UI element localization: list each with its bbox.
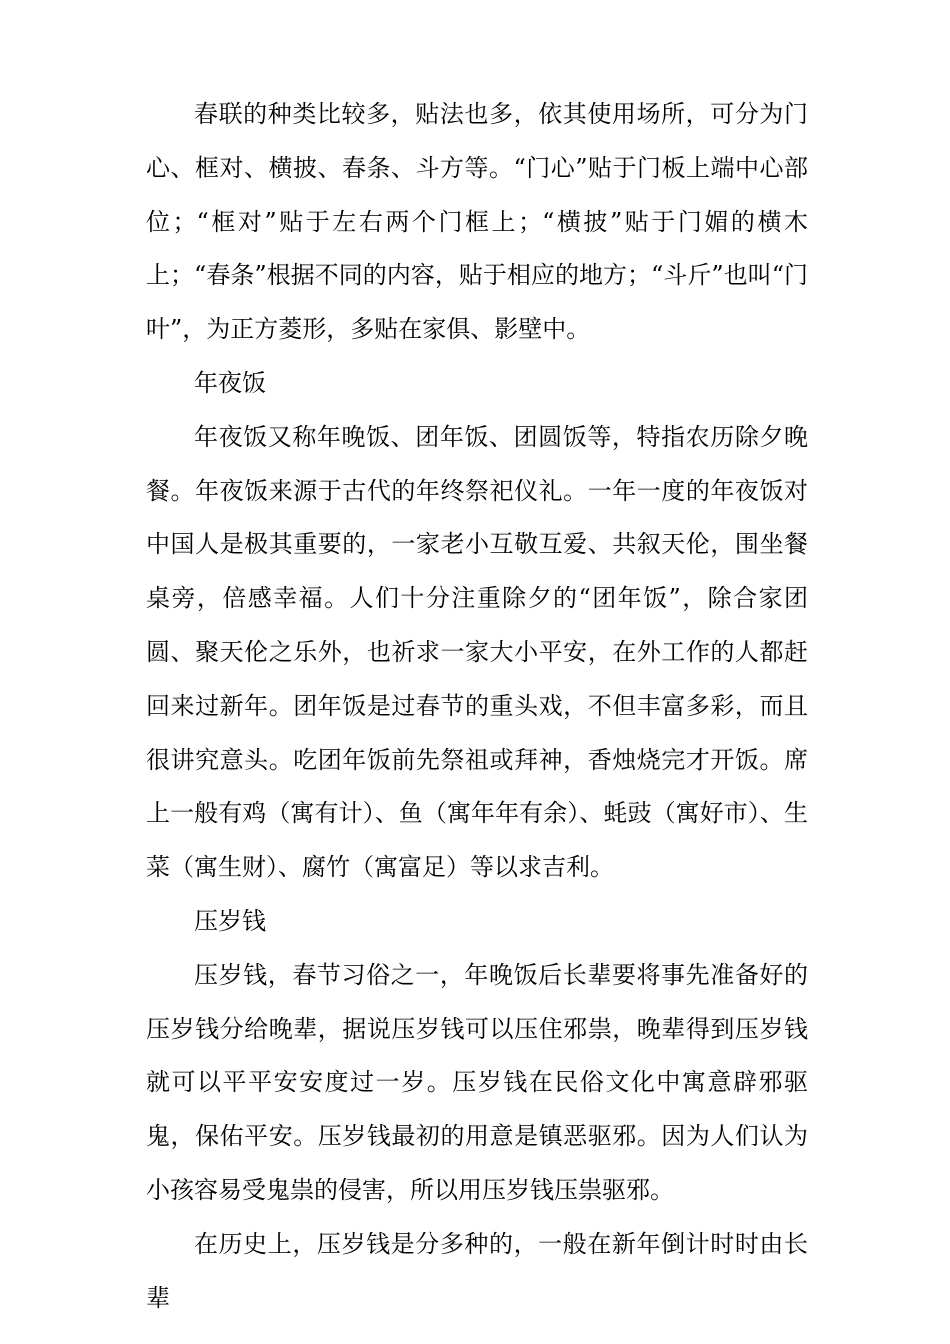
heading-lucky-money: 压岁钱: [194, 906, 266, 935]
paragraph-lucky-money-history: 在历史上，压岁钱是分多种的，一般在新年倒计时时由长辈: [146, 1229, 808, 1312]
document-page: [146, 88, 808, 1325]
paragraph-lucky-money: 压岁钱，春节习俗之一，年晚饭后长辈要将事先准备好的压岁钱分给晚辈，据说压岁钱可以压住邪祟，晚辈得到压岁钱就可以平平安安度过一岁。压岁钱在民俗文化中寓意辟邪驱鬼，保佑平安。压岁钱最初的用意是镇恶驱邪。因为人们认为小孩容易受鬼祟的侵害，所以用压岁钱压祟驱邪。: [146, 960, 808, 1204]
heading-new-years-eve-dinner: 年夜饭: [194, 368, 266, 397]
paragraph-spring-couplets: 春联的种类比较多，贴法也多，依其使用场所，可分为门心、框对、横披、春条、斗方等。“门心”贴于门板上端中心部位；“框对”贴于左右两个门框上；“横披”贴于门媚的横木上；“春条”根据不同的内容，贴于相应的地方；“斗斤”也叫“门叶”，为正方菱形，多贴在家俱、影壁中。: [146, 100, 808, 344]
paragraph-new-years-eve-dinner: 年夜饭又称年晚饭、团年饭、团圆饭等，特指农历除夕晚餐。年夜饭来源于古代的年终祭祀仪礼。一年一度的年夜饭对中国人是极其重要的，一家老小互敬互爱、共叙天伦，围坐餐桌旁，倍感幸福。人们十分注重除夕的“团年饭”，除合家团圆、聚天伦之乐外，也祈求一家大小平安，在外工作的人都赶回来过新年。团年饭是过春节的重头戏，不但丰富多彩，而且很讲究意头。吃团年饭前先祭祖或拜神，香烛烧完才开饭。席上一般有鸡（寓有计）、鱼（寓年年有余）、蚝豉（寓好市）、生菜（寓生财）、腐竹（寓富足）等以求吉利。: [146, 422, 808, 882]
